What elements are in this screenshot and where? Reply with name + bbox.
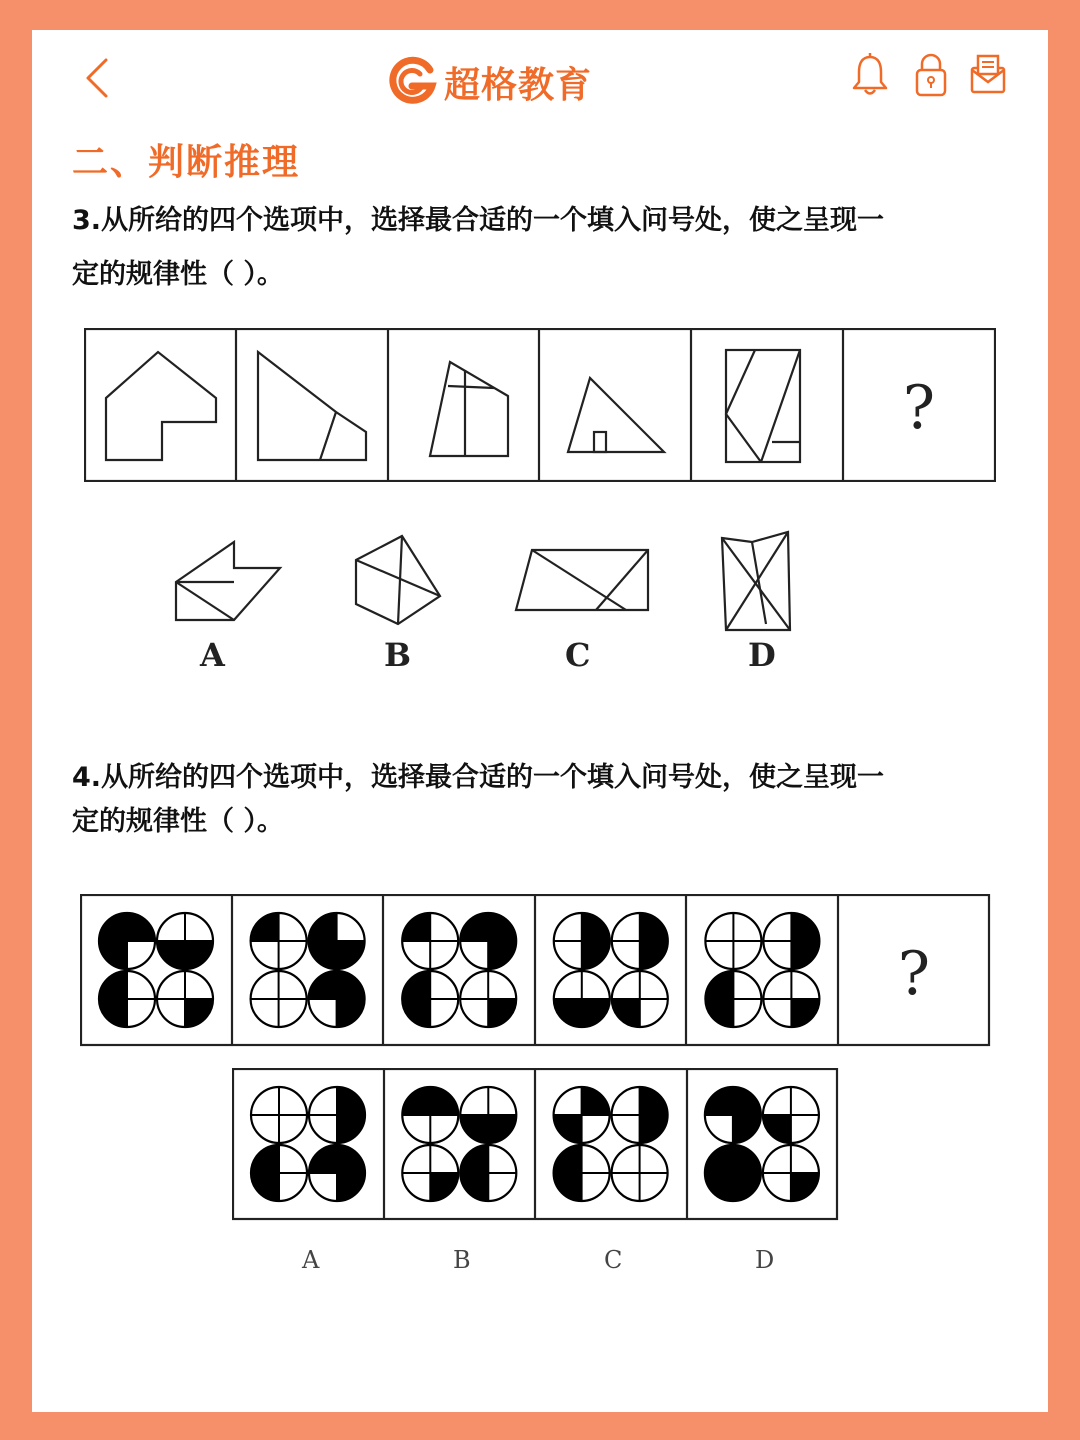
section-title: 二、判断推理 [72,142,301,183]
question-4-text [72,756,992,844]
question-4-line-2: 定的规律性（ ）。 [72,806,284,837]
q3-option-d-label[interactable]: D [748,636,776,674]
bell-icon[interactable] [850,52,890,98]
brand-logo [386,56,592,108]
question-3-option-figures [162,530,812,640]
lock-icon[interactable] [911,52,951,98]
app-header [32,30,1048,130]
q4-stem-cell-5 [705,913,819,1027]
q4-option-cell-a [251,1087,365,1201]
q3-stem-shape-3 [430,362,508,456]
question-3-stem-figures [84,328,996,482]
q3-option-b-shape [356,536,440,624]
logo-mark-icon [386,56,438,108]
question-4-stem-figures [80,894,992,1048]
q3-option-c-label[interactable]: C [565,636,591,674]
q3-stem-shape-2 [258,352,366,460]
q4-stem-cell-1 [99,913,213,1027]
question-4-option-figures [232,1068,842,1224]
q3-question-mark: ? [902,373,936,443]
q3-stem-shape-4 [568,378,664,452]
q4-option-cell-d [705,1087,819,1201]
q4-option-cell-c [554,1087,668,1201]
mail-icon[interactable] [968,52,1008,98]
q4-question-mark: ? [897,939,931,1009]
chevron-left-icon[interactable] [78,56,122,100]
q3-option-a-shape [176,542,280,620]
q4-stem-cell-4 [554,913,668,1027]
q4-option-d-label[interactable]: D [755,1246,775,1274]
q3-stem-shape-5 [726,350,800,462]
question-3-text [72,194,992,302]
q4-option-cell-b [402,1087,516,1201]
question-4-line-1: 4.从所给的四个选项中，选择最合适的一个填入问号处，使之呈现一 [72,762,885,793]
content-card [32,30,1048,1412]
q3-stem-shape-1 [106,352,216,460]
q3-option-b-label[interactable]: B [384,636,412,674]
q3-option-a-label[interactable]: A [200,636,225,674]
question-3-line-2: 定的规律性（ ）。 [72,259,284,290]
q3-option-c-shape [516,550,648,610]
q3-option-d-shape [722,532,790,630]
brand-name: 超格教育 [444,64,593,106]
q4-stem-cell-2 [251,913,365,1027]
q4-option-b-label[interactable]: B [453,1246,471,1274]
q4-option-c-label[interactable]: C [604,1246,623,1274]
q4-option-a-label[interactable]: A [302,1246,320,1274]
q4-stem-cell-3 [402,913,516,1027]
question-3-line-1: 3.从所给的四个选项中，选择最合适的一个填入问号处，使之呈现一 [72,205,885,236]
